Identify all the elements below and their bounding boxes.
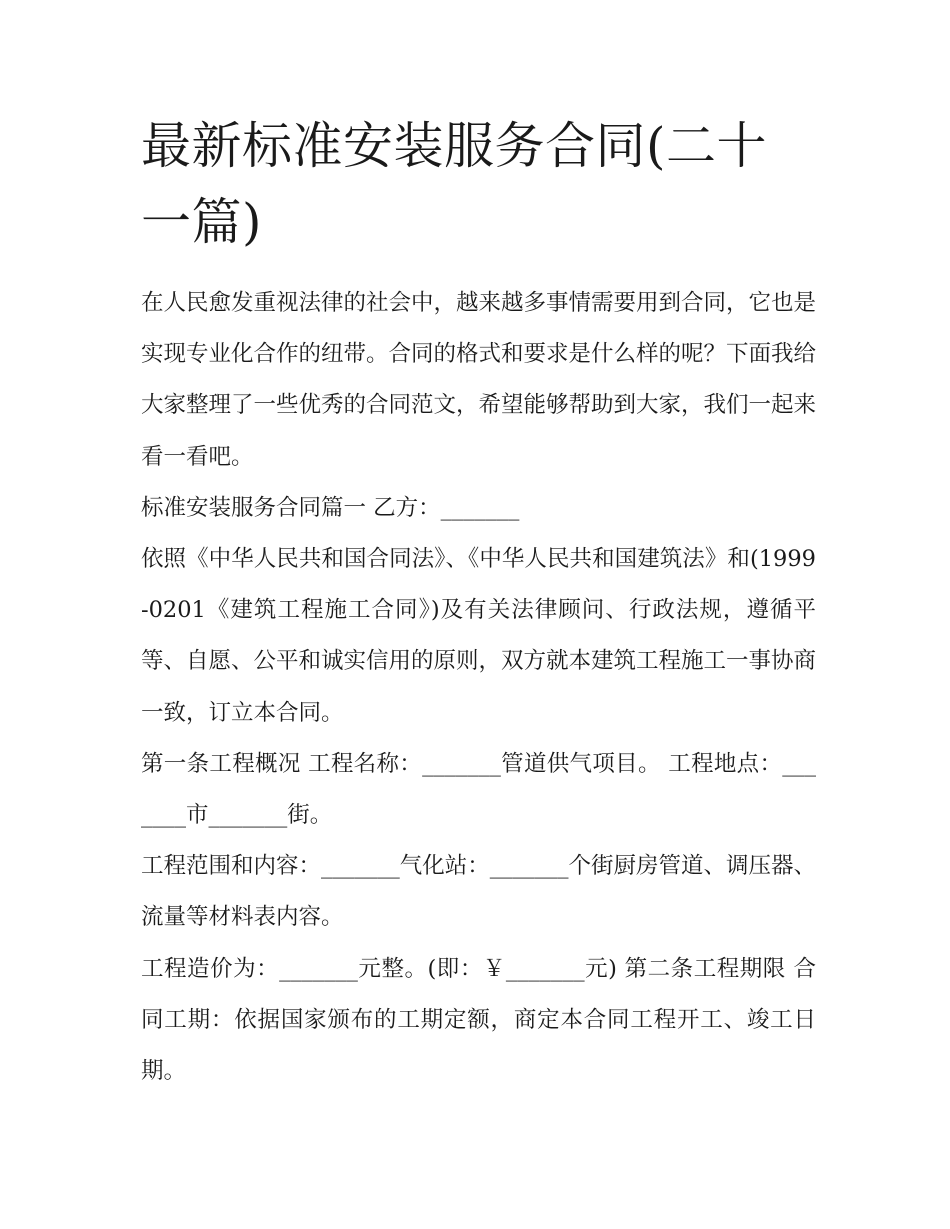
legal-basis-paragraph: 依照《中华人民共和国合同法》、《中华人民共和国建筑法》和(1999-0201《建筑工程施工合同》)及有关法律顾问、行政法规，遵循平等、自愿、公平和诚实信用的原则，双方就本建筑工程施工一事协商一致，订立本合同。 xyxy=(141,546,817,726)
document-page xyxy=(141,108,816,1097)
project-overview-paragraph: 第一条工程概况 工程名称：_______管道供气项目。 工程地点：_______市_______街。 xyxy=(141,750,816,829)
document-body xyxy=(141,278,816,1097)
intro-paragraph: 在人民愈发重视法律的社会中，越来越多事情需要用到合同，它也是实现专业化合作的纽带。合同的格式和要求是什么样的呢？下面我给大家整理了一些优秀的合同范文，希望能够帮助到大家，我们一起来看一看吧。 xyxy=(141,290,817,470)
section-heading-paragraph: 标准安装服务合同篇一 乙方：_______ xyxy=(141,494,520,521)
document-title: 最新标准安装服务合同(二十一篇) xyxy=(141,117,768,251)
project-cost-paragraph: 工程造价为：_______元整。(即：￥_______元) 第二条工程期限 合同工期：依据国家颁布的工期定额，商定本合同工程开工、竣工日期。 xyxy=(141,955,816,1085)
project-scope-paragraph: 工程范围和内容：_______气化站：_______个街厨房管道、调压器、流量等材料表内容。 xyxy=(141,853,817,931)
